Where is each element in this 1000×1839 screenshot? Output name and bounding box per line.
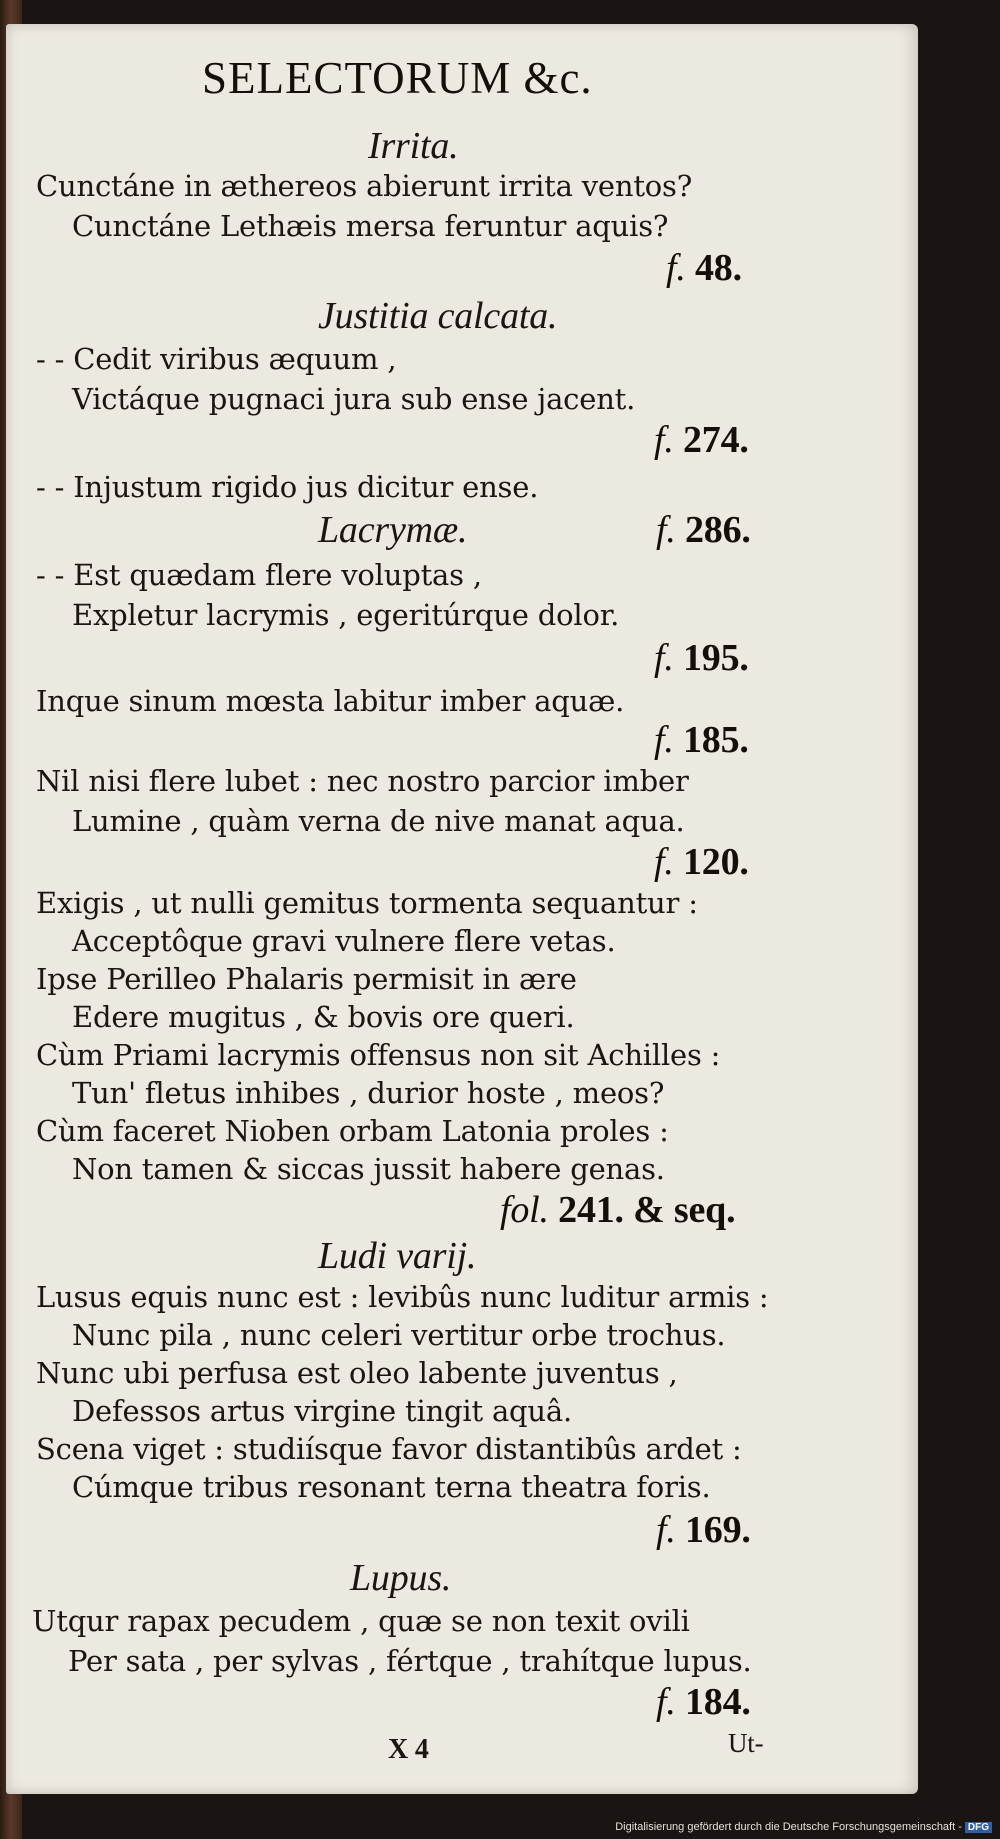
running-head: SELECTORUM &c. [202,53,593,103]
text-line: Cunctáne Lethæis mersa feruntur aquis? [72,209,669,243]
credit-text: Digitalisierung gefördert durch die Deutsche Forschungsgemeinschaft - [615,1821,962,1833]
text-line: Scena viget : studiísque favor distantibûs ardet : [36,1432,742,1466]
folio-reference: f. 185. [654,719,749,761]
signature-mark: X 4 [388,1734,429,1765]
section-title-ludi: Ludi varij. [318,1235,477,1277]
text-line: Nunc pila , nunc celeri vertitur orbe trochus. [72,1318,726,1352]
text-line: Lumine , quàm verna de nive manat aqua. [72,804,685,838]
text-line: Edere mugitus , & bovis ore queri. [72,1000,575,1034]
text-line: Nil nisi flere lubet : nec nostro parcior imber [36,764,689,798]
text-line: Cùm faceret Nioben orbam Latonia proles : [36,1114,669,1148]
section-title-lacrymae: Lacrymæ. [318,509,468,551]
text-line: Defessos artus virgine tingit aquâ. [72,1394,572,1428]
text-line: Ipse Perilleo Phalaris permisit in ære [36,962,577,996]
text-line: Cunctáne in æthereos abierunt irrita ventos? [36,169,693,203]
text-line: Tun' fletus inhibes , durior hoste , meos? [72,1076,665,1110]
text-line: Inque sinum mœsta labitur imber aquæ. [36,684,625,718]
text-line: Lusus equis nunc est : levibûs nunc luditur armis : [36,1280,769,1314]
dfg-logo: DFG [965,1822,992,1833]
text-line: Nunc ubi perfusa est oleo labente juventus , [36,1356,678,1390]
folio-reference: f. 195. [654,637,749,679]
book-page [6,24,918,1794]
folio-reference: f. 184. [656,1681,751,1723]
folio-reference: f. 286. [656,509,751,551]
text-line: Exigis , ut nulli gemitus tormenta sequantur : [36,886,698,920]
folio-reference: f. 169. [656,1509,751,1551]
folio-reference: f. 120. [654,841,749,883]
text-line: Victáque pugnaci jura sub ense jacent. [72,382,636,416]
text-line: Per sata , per sylvas , fértque , trahítque lupus. [68,1644,752,1678]
catchword: Ut- [728,1728,764,1758]
text-line: - - Injustum rigido jus dicitur ense. [36,470,539,504]
text-line: Non tamen & siccas jussit habere genas. [72,1152,665,1186]
digitization-credit [615,1821,992,1833]
section-title-irrita: Irrita. [368,125,459,167]
section-title-justitia: Justitia calcata. [318,295,558,337]
text-line: Utqur rapax pecudem , quæ se non texit ovili [32,1604,690,1638]
text-line: Acceptôque gravi vulnere flere vetas. [72,924,616,958]
text-line: Cúmque tribus resonant terna theatra foris. [72,1470,711,1504]
folio-reference: fol. 241. & seq. [500,1189,736,1231]
folio-reference: f. 48. [666,247,742,289]
section-title-lupus: Lupus. [350,1557,452,1599]
folio-reference: f. 274. [654,419,749,461]
text-line: Expletur lacrymis , egeritúrque dolor. [72,598,620,632]
text-line: - - Cedit viribus æquum , [36,342,397,376]
text-line: Cùm Priami lacrymis offensus non sit Achilles : [36,1038,721,1072]
text-line: - - Est quædam flere voluptas , [36,558,482,592]
